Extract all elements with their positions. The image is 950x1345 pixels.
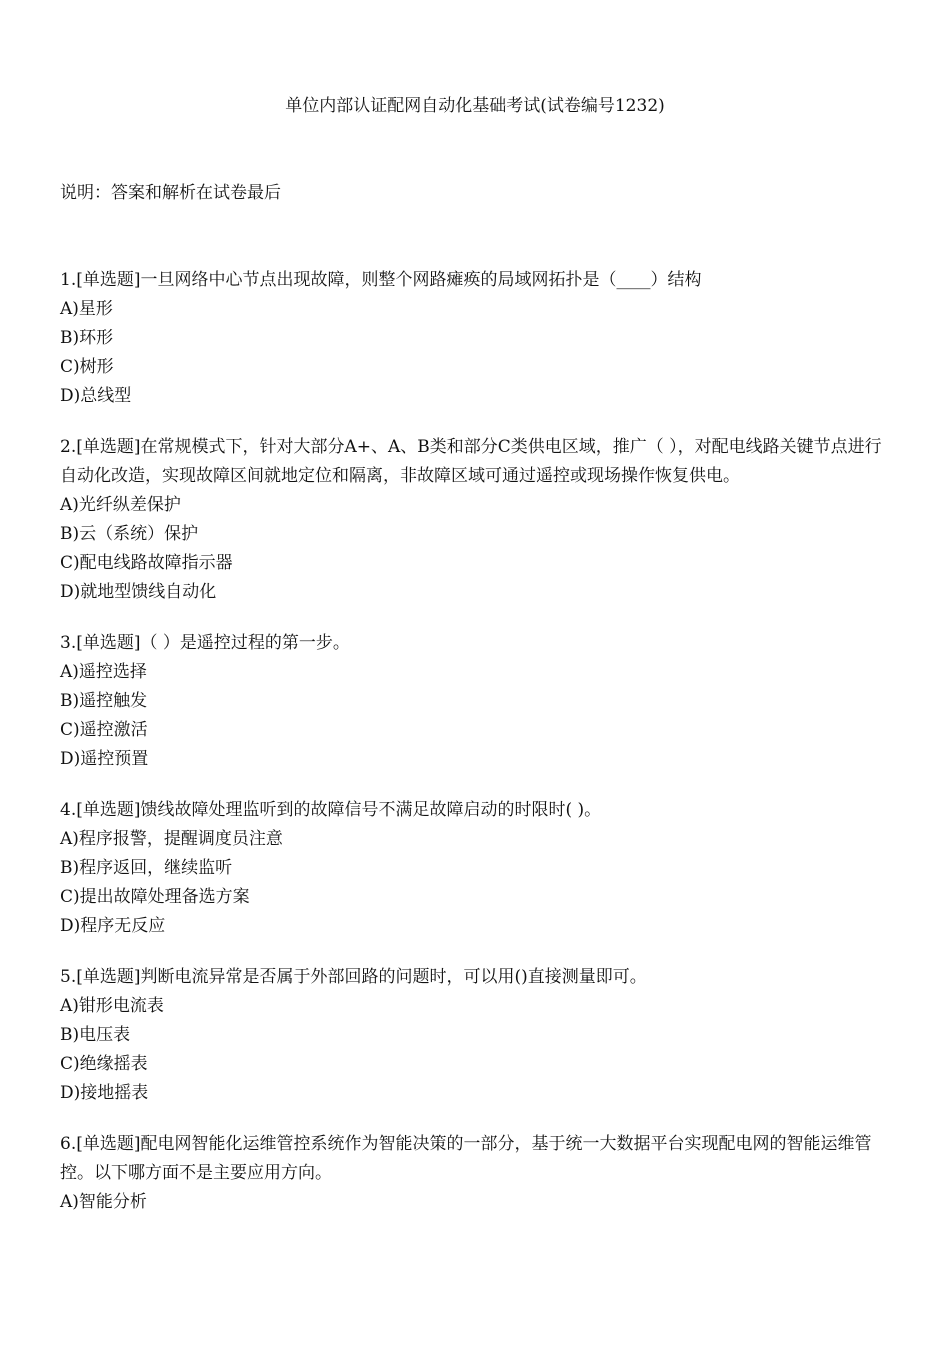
option-d: D)遥控预置 [60,749,149,769]
option-a: A)遥控选择 [60,662,147,682]
option-b: B)电压表 [60,1025,131,1045]
question-5 [60,963,890,1108]
question-stem: 2.[单选题]在常规模式下，针对大部分A+、A、B类和部分C类供电区域，推广（ ），对配电线路关键节点进行自动化改造，实现故障区间就地定位和隔离，非故障区域可通过遥控或现场操作恢复供电。 [60,437,882,486]
question-stem: 1.[单选题]一旦网络中心节点出现故障，则整个网路瘫痪的局域网拓扑是（____）结构 [60,270,702,290]
question-3 [60,629,890,774]
question-stem: 5.[单选题]判断电流异常是否属于外部回路的问题时，可以用()直接测量即可。 [60,967,647,987]
option-b: B)云（系统）保护 [60,524,199,544]
question-stem: 6.[单选题]配电网智能化运维管控系统作为智能决策的一部分，基于统一大数据平台实现配电网的智能运维管控。以下哪方面不是主要应用方向。 [60,1134,872,1183]
option-b: B)程序返回，继续监听 [60,858,233,878]
option-a: A)智能分析 [60,1192,147,1212]
option-d: D)就地型馈线自动化 [60,582,217,602]
option-a: A)钳形电流表 [60,996,164,1016]
question-4 [60,796,890,941]
page-title: 单位内部认证配网自动化基础考试(试卷编号1232) [285,96,665,116]
option-c: C)绝缘摇表 [60,1054,148,1074]
option-c: C)遥控激活 [60,720,148,740]
option-d: D)总线型 [60,386,132,406]
option-a: A)星形 [60,299,113,319]
option-c: C)配电线路故障指示器 [60,553,233,573]
question-6 [60,1130,890,1217]
option-a: A)光纤纵差保护 [60,495,181,515]
question-list [60,266,890,1239]
option-c: C)提出故障处理备选方案 [60,887,250,907]
question-2 [60,433,890,607]
option-b: B)环形 [60,328,114,348]
question-stem: 3.[单选题]（ ）是遥控过程的第一步。 [60,633,350,653]
option-c: C)树形 [60,357,114,377]
option-b: B)遥控触发 [60,691,148,711]
option-d: D)接地摇表 [60,1083,149,1103]
question-stem: 4.[单选题]馈线故障处理监听到的故障信号不满足故障启动的时限时( )。 [60,800,602,820]
instructions-note: 说明：答案和解析在试卷最后 [60,183,281,203]
question-1 [60,266,890,411]
option-d: D)程序无反应 [60,916,166,936]
option-a: A)程序报警，提醒调度员注意 [60,829,283,849]
